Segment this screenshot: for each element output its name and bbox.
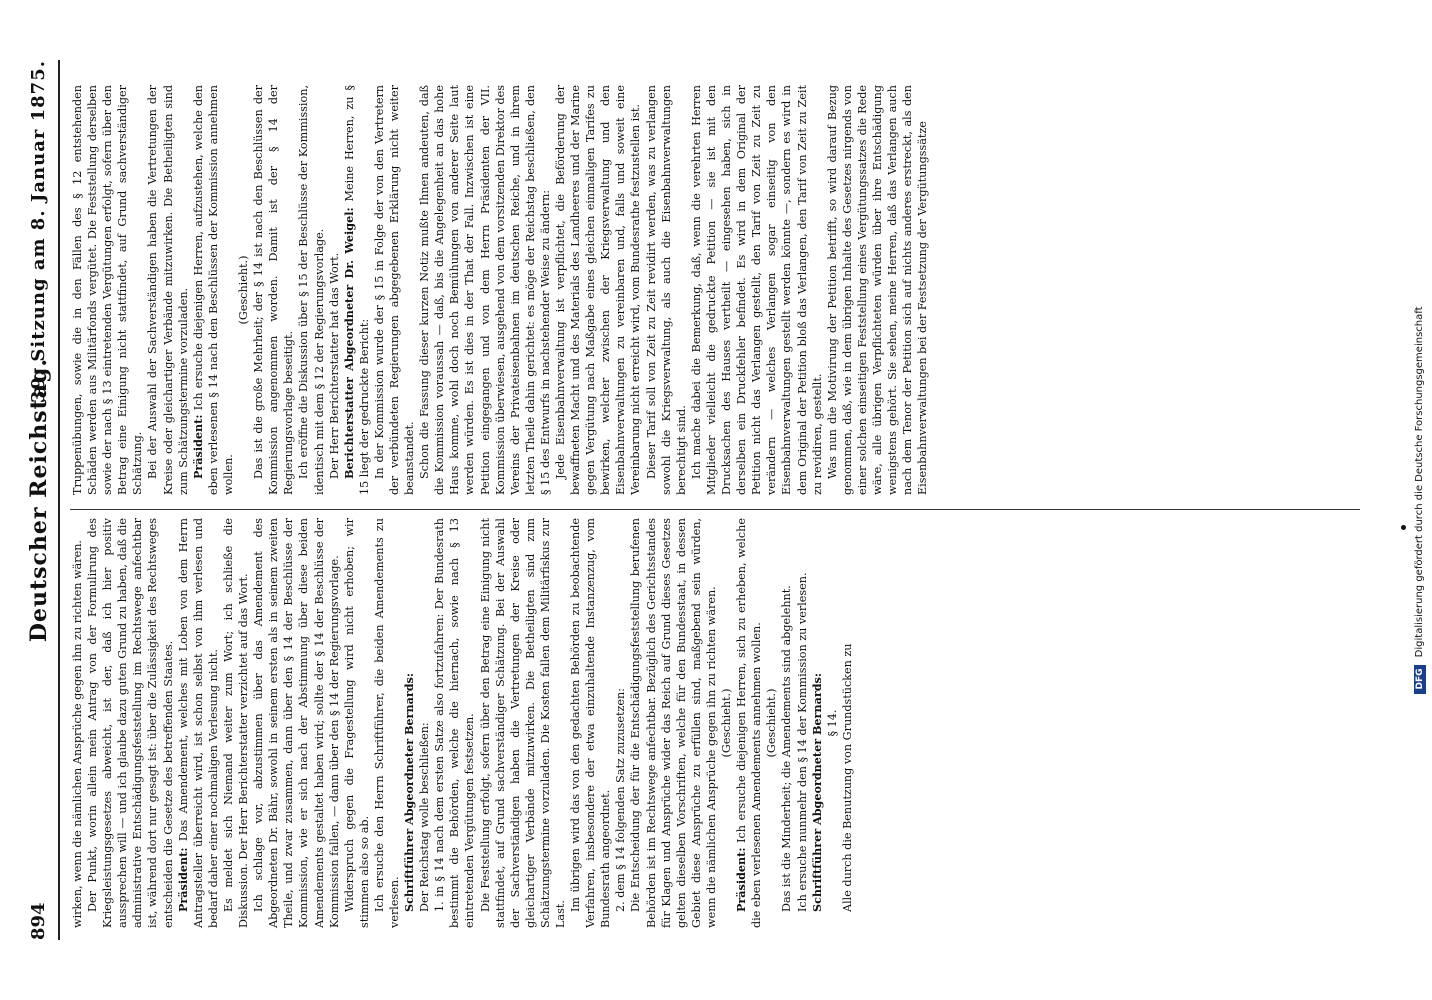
footer-credit: Digitalisierung gefördert durch die Deutsche Forschungsgemeinschaft bbox=[1414, 306, 1425, 658]
paragraph: Bei der Auswahl der Sachverständigen haben die Vertretungen der Kreise oder gleichartiger Verbände mitzuwirken. Die Betheiligten sind zum Schätzungstermine vorzuladen. bbox=[146, 85, 190, 495]
paragraph: Der Reichstag wolle beschließen: bbox=[418, 722, 432, 912]
speaker-label: Präsident: bbox=[734, 847, 749, 912]
paragraph-text: Das Amendement, welches mit Loben von dem Herrn Antragsteller überreicht wird, ist schon selbst von ihm verlesen und bedarf daher einer nochmaligen Verlesung nicht. bbox=[176, 518, 220, 928]
paragraph: § 14. bbox=[825, 709, 839, 737]
paragraph: Das ist die große Mehrheit; der § 14 ist nach den Beschlüssen der Kommission angenommen worden. Damit ist der § 14 der Regierungsvorlage beseitigt. bbox=[252, 85, 296, 495]
column-divider bbox=[70, 509, 1360, 510]
paragraph: (Geschieht.) bbox=[720, 688, 734, 758]
paragraph: In der Kommission wurde der § 15 in Folge der von den Vertretern der verbündeten Regierungen abgegebenen Erklärung nicht weiter beanstandet. bbox=[372, 85, 417, 495]
publication-title: Deutscher Reichstag. bbox=[26, 357, 52, 643]
paragraph-text: Ich ersuche diejenigen Herren, sich zu erheben, welche die eben verlesenen Amendements annehmen wollen. bbox=[735, 518, 764, 928]
paragraph: Truppenübungen, sowie die in den Fällen des § 12 entstehenden Schäden werden aus Militärfonds vergütet. Die Feststellung derselben sowie der nach § 13 eintretenden Vergütungen erfolgt, sofern über den Betrag eine Einigung nicht stattfindet, auf Grund sachverständiger Schätzung. bbox=[71, 85, 145, 495]
paragraph: Jede Eisenbahnverwaltung ist verpflichtet, die Beförderung der bewaffneten Macht und des Materials des Landheeres und der Marine gegen Vergütung nach Maßgabe eines gleichen einmaligen Tarifes zu bewirken, welcher zwischen der Kriegsverwaltung und den Eisenbahnverwaltungen zu vereinbaren und, falls und soweit eine Vereinbarung nicht erreicht wird, vom Bundesrathe festzustellen ist. bbox=[554, 85, 643, 495]
speaker-label: Berichterstatter Abgeordneter Dr. Weigel: bbox=[341, 207, 356, 479]
ink-dot bbox=[1401, 525, 1406, 530]
paragraph: Die Feststellung erfolgt, sofern über den Betrag eine Einigung nicht stattfindet, auf Grund sachverständiger Schätzung. Bei der Auswahl der Sachverständigen haben die Vertretungen der Kreise oder gleichartiger Verbände mitzuwirken. Die Betheiligten sind zum Schätzungstermine vorzuladen. Die Kosten fallen dem Militärfiskus zur Last. bbox=[478, 518, 567, 928]
paragraph-text: Ich ersuche diejenigen Herren, aufzustehen, welche den eben verlesenen § 14 nach den Beschlüssen der Kommission annehmen wollen. bbox=[191, 85, 235, 495]
paragraph: Schon die Fassung dieser kurzen Notiz mußte Ihnen andeuten, daß die Kommission voraussah — daß, bis die Angelegenheit an das hohe Haus komme, wohl doch noch Bemühungen von anderer Seite laut werden würden. Es ist dies in der That der Fall. Inzwischen ist eine Petition eingegangen und von dem Herrn Präsidenten der VII. Kommission überwiesen, ausgehend von dem vorsitzenden Direktor des Vereins der Privateisenbahnen im deutschen Reiche, und in ihrem letzten Theile dahin gerichtet: es möge der Reichstag beschließen, den § 15 des Entwurfs in nachstehender Weise zu ändern: bbox=[418, 85, 552, 495]
paragraph bbox=[342, 85, 372, 495]
paragraph: Ich schlage vor, abzustimmen über das Amendement des Abgeordneten Dr. Bähr, sowohl in seinem ersten als in seinem zweiten Theile, und zwar zusammen, dann über den § 14 der Beschlüsse der Kommission, wie er sich nach der Abstimmung über diese beiden Amendements gestaltet haben wird; sollte der § 14 der Beschlüsse der Kommission fallen, — dann über den § 14 der Regierungsvorlage. bbox=[252, 518, 341, 928]
paragraph: wirken, wenn die nämlichen Ansprüche gegen ihn zu richten wären. bbox=[71, 540, 84, 928]
paragraph: 1. in § 14 nach dem ersten Satze also fortzufahren: Der Bundesrath bestimmt die Behörden, welche die hiernach, sowie nach § 13 eintretenden Vergütungen festsetzen. bbox=[433, 518, 477, 928]
paragraph bbox=[191, 85, 236, 495]
digitization-footer bbox=[1414, 0, 1426, 1000]
paragraph: Ich eröffne die Diskussion über § 15 der Beschlüsse der Kommission, identisch mit dem § 12 der Regierungsvorlage. bbox=[297, 85, 326, 495]
dfg-logo-badge: DFG bbox=[1414, 665, 1426, 694]
paragraph: Was nun die Motivirung der Petition betrifft, so wird darauf Bezug genommen, daß, wie in dem übrigen Inhalte des Gesetzes nirgends von einer solchen einseitigen Feststellung eines Vergütungssatzes die Rede wäre, alle übrigen Verpflichteten würden über ihre Entschädigung wenigstens gehört. Sie sehen, meine Herren, daß das Verlangen auch nach dem Tenor der Petition sich auf nichts anderes erstreckt, als den Eisenbahnverwaltungen bei der Festsetzung der Vergütungssätze bbox=[825, 85, 930, 495]
paragraph: 2. dem § 14 folgenden Satz zuzusetzen: bbox=[614, 688, 628, 912]
paragraph: (Geschieht.) bbox=[765, 688, 779, 758]
paragraph bbox=[734, 518, 764, 928]
paragraph: Im übrigen wird das von den gedachten Behörden zu beobachtende Verfahren, insbesondere der etwa einzuhaltende Instanzenzug, vom Bundesrath angeordnet. bbox=[569, 518, 613, 928]
speaker-label: Schriftführer Abgeordneter Bernards: bbox=[402, 673, 417, 912]
session-line: 39. Sitzung am 8. Januar 1875. bbox=[28, 60, 49, 404]
paragraph-text: Meine Herren, zu § 15 liegt der gedruckte Bericht: bbox=[342, 85, 371, 495]
paragraph: Widerspruch gegen die Fragestellung wird nicht erhoben; wir stimmen also so ab. bbox=[342, 518, 371, 928]
speaker-label: Schriftführer Abgeordneter Bernards: bbox=[809, 673, 824, 912]
paragraph bbox=[810, 518, 825, 928]
paragraph: Ich mache dabei die Bemerkung, daß, wenn die verehrten Herren Mitglieder vielleicht die gedruckte Petition — sie ist mit den Drucksachen des Hauses vertheilt — eingesehen haben, sich in derselben ein Druckfehler befindet. Es wird in dem Original der Petition nicht das Verlangen gestellt, den Tarif von Zeit zu Zeit zu verändern — welches Verlangen sogar einseitig von den Eisenbahnverwaltungen gestellt werden könnte —, sondern es wird in dem Original der Petition bloß das Verlangen, den Tarif von Zeit zu Zeit zu revidiren, gestellt. bbox=[689, 85, 824, 495]
paragraph: Alle durch die Benutzung von Grundstücken zu bbox=[840, 643, 854, 912]
paragraph: Ich ersuche den Herrn Schriftführer, die beiden Amendements zu verlesen. bbox=[372, 518, 401, 928]
paragraph: Das ist die Minderheit; die Amendements sind abgelehnt. bbox=[780, 585, 794, 912]
speaker-label: Präsident: bbox=[190, 414, 205, 479]
paragraph: (Geschieht.) bbox=[237, 255, 251, 325]
right-text-column bbox=[70, 85, 930, 495]
left-text-column bbox=[70, 518, 855, 928]
paragraph: Dieser Tarif soll von Zeit zu Zeit revidirt werden, was zu verlangen sowohl die Kriegsverwaltung, als auch die Eisenbahnverwaltungen berechtigt sind. bbox=[644, 85, 688, 495]
paragraph: Ich ersuche nunmehr den § 14 der Kommission zu verlesen. bbox=[795, 572, 809, 912]
paragraph: Es meldet sich Niemand weiter zum Wort; ich schließe die Diskussion. Der Herr Berichterstatter verzichtet auf das Wort. bbox=[221, 518, 251, 928]
paragraph: Der Herr Berichterstatter hat das Wort. bbox=[327, 252, 341, 479]
paragraph bbox=[176, 518, 221, 928]
speaker-label: Präsident: bbox=[175, 847, 190, 912]
page-header bbox=[24, 60, 60, 940]
paragraph: Der Punkt, worin allein mein Antrag von der Formulirung des Kriegsleistungsgesetzes abweicht, ist der, daß ich hier positiv aussprechen will — und ich glaube dazu guten Grund zu haben, daß die administrative Entschädigungsfeststellung im Rechtswege anfechtbar ist, während dort nur gesagt ist: über die Zulässigkeit des Rechtsweges entscheiden die Gesetze des betreffenden Staates. bbox=[86, 518, 175, 928]
paragraph: Die Entscheidung der für die Entschädigungsfeststellung berufenen Behörden ist im Rechtswege anfechtbar. Bezüglich des Gerichtsstandes für Klagen und Ansprüche wider das Reich auf Grund dieses Gesetzes gelten dieselben Vorschriften, welche für den Bundesstaat, in dessen Gebiet diese Ansprüche zu erfüllen sind, maßgebend sein würden, wenn die nämlichen Ansprüche gegen ihn zu richten wären. bbox=[629, 518, 718, 928]
paragraph bbox=[402, 518, 417, 928]
page-number: 894 bbox=[28, 902, 49, 940]
